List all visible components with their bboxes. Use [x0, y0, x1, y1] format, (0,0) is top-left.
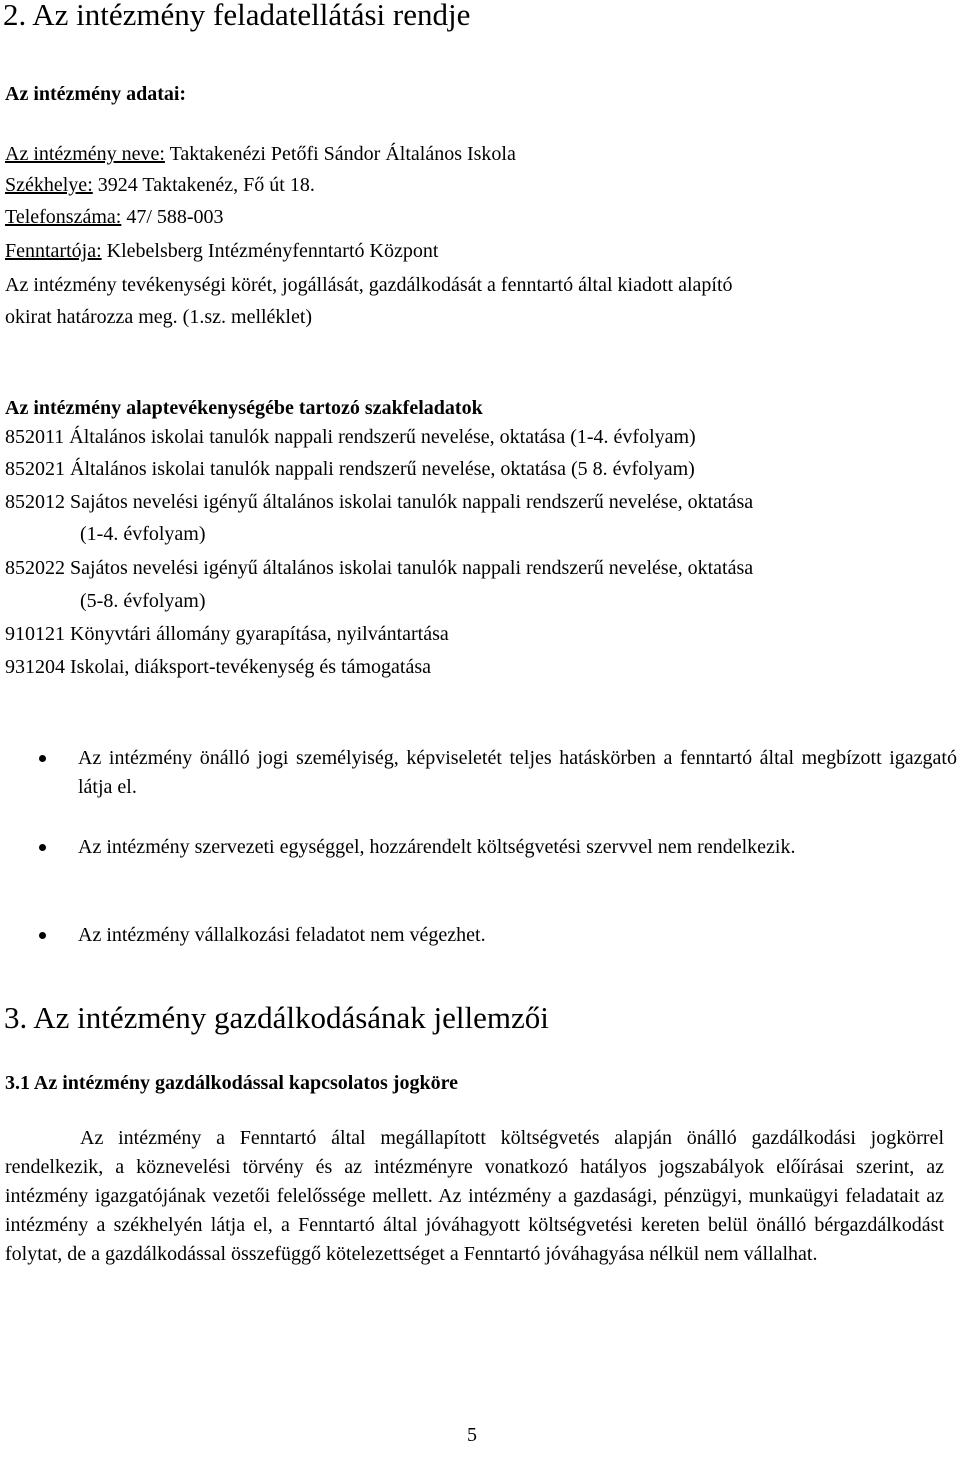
task-item: 852012 Sajátos nevelési igényű általános iskolai tanulók nappali rendszerű nevelése, oktatása: [5, 491, 754, 513]
task-item-continuation: (5-8. évfolyam): [80, 590, 206, 612]
institution-phone-value: 47/ 588-003: [126, 206, 224, 228]
institution-data-heading: Az intézmény adatai:: [5, 83, 187, 105]
task-item: 852011 Általános iskolai tanulók nappali rendszerű nevelése, oktatása (1-4. évfolyam): [5, 426, 696, 448]
institution-name-row: [5, 142, 516, 166]
section-2-title: 2. Az intézmény feladatellátási rendje: [3, 0, 471, 32]
task-item: 910121 Könyvtári állomány gyarapítása, nyilvántartása: [5, 623, 449, 645]
bullet-icon: [39, 932, 46, 939]
institution-scope-line-1: Az intézmény tevékenységi körét, jogállását, gazdálkodását a fenntartó által kiadott alapító: [5, 274, 733, 296]
institution-seat-row: [5, 173, 315, 197]
bullet-item: Az intézmény vállalkozási feladatot nem végezhet.: [78, 924, 486, 946]
institution-seat-label: Székhelye:: [5, 174, 93, 196]
section-3-title: 3. Az intézmény gazdálkodásának jellemzői: [4, 1000, 549, 1035]
task-item: 931204 Iskolai, diáksport-tevékenység és támogatása: [5, 656, 431, 678]
institution-phone-label: Telefonszáma:: [5, 206, 122, 228]
institution-name-label: Az intézmény neve:: [5, 143, 165, 165]
task-item: 852022 Sajátos nevelési igényű általános iskolai tanulók nappali rendszerű nevelése, oktatása: [5, 557, 754, 579]
institution-scope-line-2: okirat határozza meg. (1.sz. melléklet): [5, 306, 313, 328]
institution-seat-value: 3924 Taktakenéz, Fő út 18.: [97, 174, 315, 196]
task-item: 852021 Általános iskolai tanulók nappali rendszerű nevelése, oktatása (5 8. évfolyam): [5, 458, 695, 480]
institution-phone-row: [5, 205, 224, 229]
institution-maintainer-row: [5, 239, 438, 263]
bullet-item: Az intézmény önálló jogi személyiség, képviseletét teljes hatáskörben a fenntartó által megbízott igazgató látja el.: [78, 747, 957, 798]
institution-name-value: Taktakenézi Petőfi Sándor Általános Iskola: [169, 143, 516, 165]
institution-maintainer-value: Klebelsberg Intézményfenntartó Központ: [106, 240, 439, 262]
tasks-heading: Az intézmény alaptevékenységébe tartozó szakfeladatok: [5, 397, 483, 419]
bullet-icon: [39, 755, 46, 762]
section-3-1-paragraph: Az intézmény a Fenntartó által megállapított költségvetés alapján önálló gazdálkodási jogkörrel rendelkezik, a köznevelési törvény és az intézményre vonatkozó hatályos jogszabályok előírásai szerint, az intézmény igazgatójának vezetői felelőssége mellett. Az intézmény a gazdasági, pénzügyi, munkaügyi feladatait az intézmény a székhelyén látja el, a Fenntartó által jóváhagyott költségvetési kereten belül önálló bérgazdálkodást folytat, de a gazdálkodással összefüggő kötelezettséget a Fenntartó jóváhagyása nélkül nem vállalhat.: [5, 1127, 944, 1265]
bullet-icon: [39, 844, 46, 851]
bullet-item: Az intézmény szervezeti egységgel, hozzárendelt költségvetési szervvel nem rendelkezik.: [78, 836, 796, 858]
task-item-continuation: (1-4. évfolyam): [80, 523, 206, 545]
institution-maintainer-label: Fenntartója:: [5, 240, 102, 262]
page-number: 5: [467, 1424, 477, 1446]
section-3-1-heading: 3.1 Az intézmény gazdálkodással kapcsolatos jogköre: [5, 1072, 458, 1094]
